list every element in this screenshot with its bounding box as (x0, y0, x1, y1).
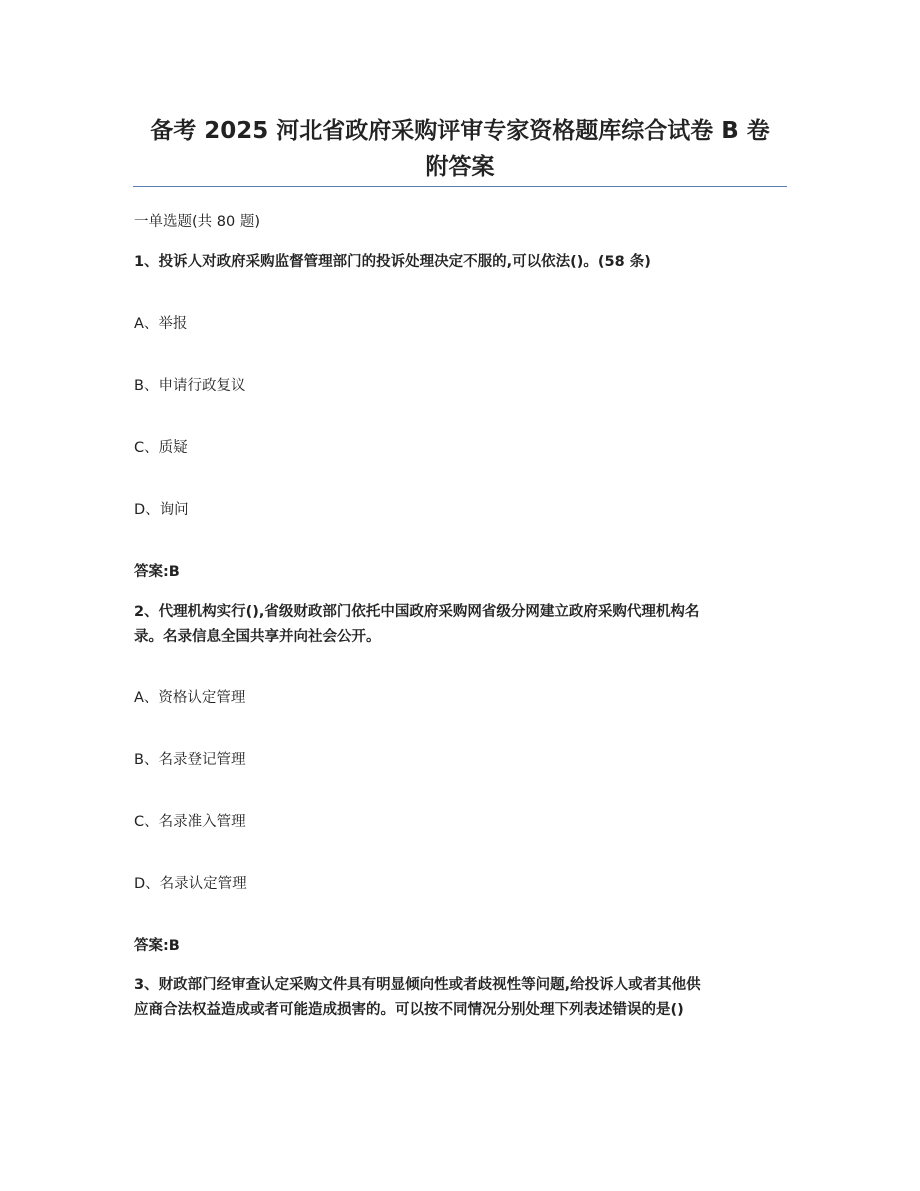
question-2-option-a: A、资格认定管理 (134, 690, 246, 706)
question-1-answer: 答案:B (134, 564, 180, 580)
question-2-option-b: B、名录登记管理 (134, 752, 246, 768)
question-1-stem: 1、投诉人对政府采购监督管理部门的投诉处理决定不服的,可以依法()。(58 条) (134, 254, 651, 270)
question-2-stem-line-2: 录。名录信息全国共享并向社会公开。 (134, 629, 381, 645)
document-title (120, 113, 800, 185)
question-1-option-a: A、举报 (134, 316, 188, 332)
title-divider (133, 186, 787, 187)
question-3-stem-line-1: 3、财政部门经审查认定采购文件具有明显倾向性或者歧视性等问题,给投诉人或者其他供 (134, 977, 701, 993)
title-line-2: 附答案 (425, 154, 495, 180)
title-line-1: 备考 2025 河北省政府采购评审专家资格题库综合试卷 B 卷 (150, 118, 770, 144)
question-3-stem-line-2: 应商合法权益造成或者可能造成损害的。可以按不同情况分别处理下列表述错误的是() (134, 1002, 684, 1018)
question-2-stem-line-1: 2、代理机构实行(),省级财政部门依托中国政府采购网省级分网建立政府采购代理机构名 (134, 604, 700, 620)
question-2-answer: 答案:B (134, 938, 180, 954)
question-2-option-c: C、名录准入管理 (134, 814, 246, 830)
question-1-option-c: C、质疑 (134, 440, 188, 456)
question-1-option-b: B、申请行政复议 (134, 378, 246, 394)
question-2-option-d: D、名录认定管理 (134, 876, 247, 892)
question-1-option-d: D、询问 (134, 502, 189, 518)
section-heading: 一单选题(共 80 题) (134, 214, 260, 230)
